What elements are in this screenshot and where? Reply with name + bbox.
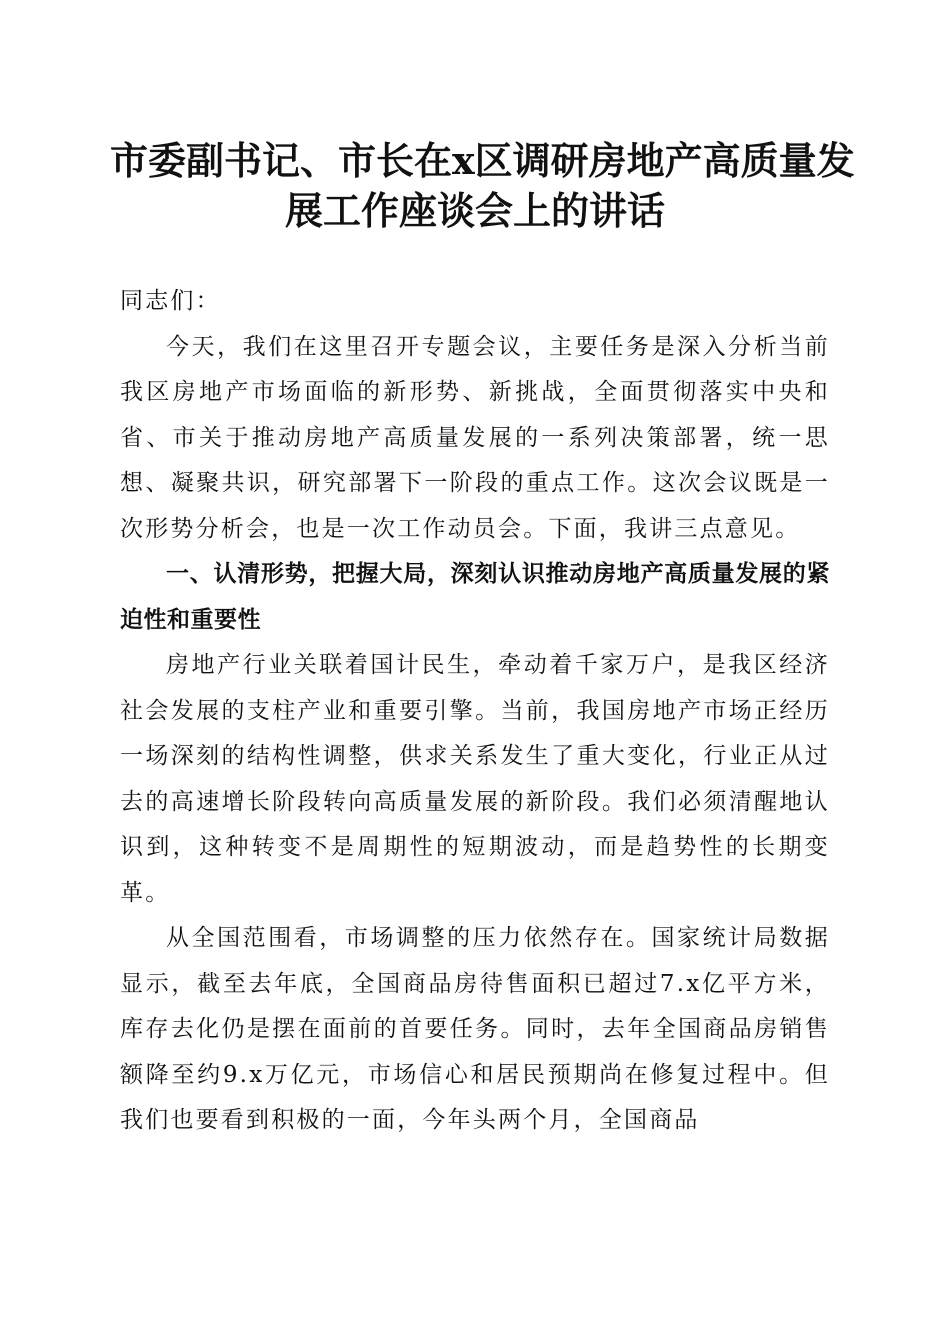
document-body [120,279,830,1144]
salutation: 同志们： [120,288,221,314]
title-line-1: 市委副书记、市长在x区调研房地产高质量发 [110,138,855,183]
title-line-2: 展工作座谈会上的讲话 [284,188,665,233]
intro-paragraph: 今天，我们在这里召开专题会议，主要任务是深入分析当前我区房地产市场面临的新形势、新挑战，全面贯彻落实中央和省、市关于推动房地产高质量发展的一系列决策部署，统一思想、凝聚共识，研究部署下一阶段的重点工作。这次会议既是一次形势分析会，也是一次工作动员会。下面，我讲三点意见。 [120,333,830,542]
section1-paragraph-1: 房地产行业关联着国计民生，牵动着千家万户，是我区经济社会发展的支柱产业和重要引擎。当前，我国房地产市场正经历一场深刻的结构性调整，供求关系发生了重大变化，行业正从过去的高速增长阶段转向高质量发展的新阶段。我们必须清醒地认识到，这种转变不是周期性的短期波动，而是趋势性的长期变革。 [120,652,830,906]
section-heading-1: 一、认清形势，把握大局，深刻认识推动房地产高质量发展的紧迫性和重要性 [120,561,830,633]
document-title [110,136,855,236]
section1-paragraph-2: 从全国范围看，市场调整的压力依然存在。国家统计局数据显示，截至去年底，全国商品房待售面积已超过7.x亿平方米，库存去化仍是摆在面前的首要任务。同时，去年全国商品房销售额降至约9.x万亿元，市场信心和居民预期尚在修复过程中。但我们也要看到积极的一面，今年头两个月，全国商品 [120,925,830,1133]
